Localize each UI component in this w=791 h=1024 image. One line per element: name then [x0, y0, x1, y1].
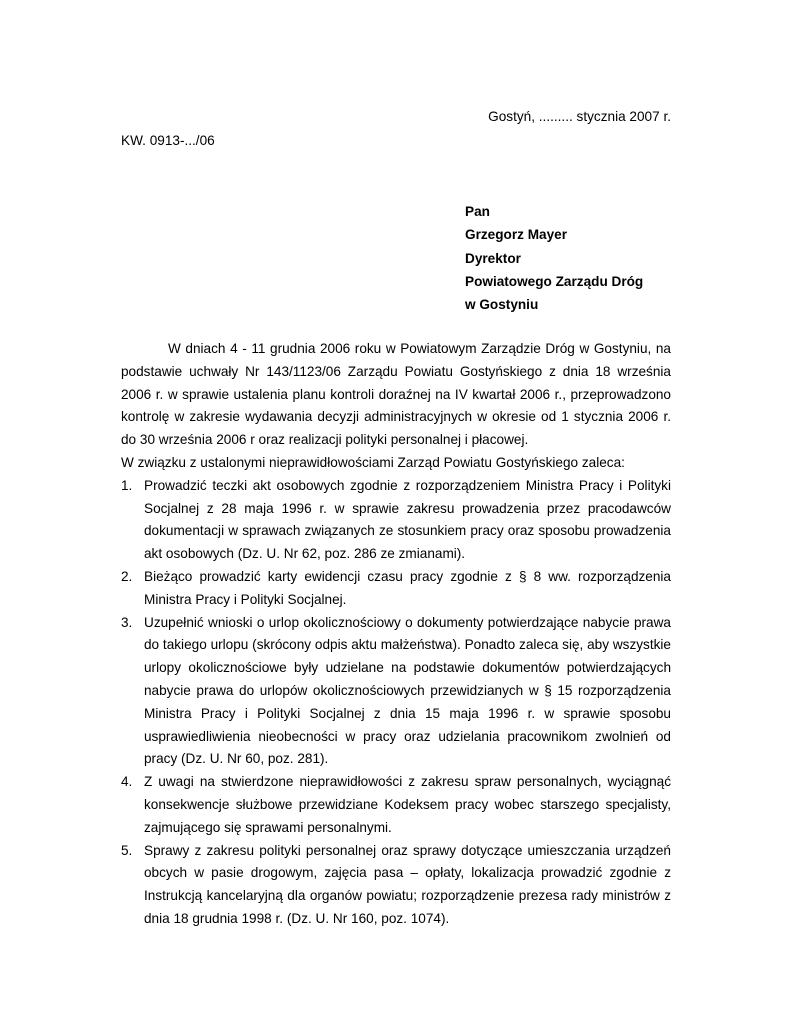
list-item-text: Z uwagi na stwierdzone nieprawidłowości z zakresu spraw personalnych, wyciągnąć konsekwencje służbowe przewidziane Kodeksem pracy wobec starszego specjalisty, zajmującego się sprawami personalnymi.	[144, 774, 671, 835]
date-line: Gostyń, ......... stycznia 2007 r.	[488, 109, 671, 124]
list-item	[121, 771, 671, 839]
list-item-text: Sprawy z zakresu polityki personalnej oraz sprawy dotyczące umieszczania urządzeń obcych w pasie drogowym, zajęcia pasa – opłaty, lokalizacja prowadzić zgodnie z Instrukcją kancelaryjną dla organów powiatu; rozporządzenie prezesa rady ministrów z dnia 18 grudnia 1998 r. (Dz. U. Nr 160, poz. 1074).	[144, 842, 671, 926]
list-item	[121, 840, 671, 931]
list-item	[121, 612, 671, 772]
addressee-name: Grzegorz Mayer	[465, 227, 567, 243]
list-item-text: Bieżąco prowadzić karty ewidencji czasu pracy zgodnie z § 8 ww. rozporządzenia Ministra Pracy i Polityki Socjalnej.	[144, 568, 671, 607]
list-item	[121, 475, 671, 566]
list-item-number: 2.	[121, 568, 133, 584]
addressee-position: Dyrektor	[465, 250, 521, 266]
intro-paragraph: W dniach 4 - 11 grudnia 2006 roku w Powiatowym Zarządzie Dróg w Gostyniu, na podstawie uchwały Nr 143/1123/06 Zarządu Powiatu Gostyńskiego z dnia 18 września 2006 r. w sprawie ustalenia planu kontroli doraźnej na IV kwartał 2006 r., przeprowadzono kontrolę w zakresie wydawania decyzji administracyjnych w okresie od 1 stycznia 2006 r. do 30 września 2006 r oraz realizacji polityki personalnej i płacowej.	[121, 341, 671, 448]
list-item-text: Prowadzić teczki akt osobowych zgodnie z rozporządzeniem Ministra Pracy i Polityki Socjalnej z 28 maja 1996 r. w sprawie zakresu prowadzenia przez pracodawców dokumentacji w sprawach związanych ze stosunkiem pracy oraz sposobu prowadzenia akt osobowych (Dz. U. Nr 62, poz. 286 ze zmianami).	[144, 477, 671, 562]
addressee-institution: Powiatowego Zarządu Dróg	[465, 273, 644, 289]
list-item-number: 4.	[121, 774, 133, 790]
list-item-number: 3.	[121, 614, 133, 630]
reference-number: KW. 0913-.../06	[121, 133, 215, 148]
addressee-salutation: Pan	[465, 204, 490, 219]
recommendations-list	[121, 475, 671, 931]
list-item-number: 5.	[121, 842, 133, 858]
list-item	[121, 566, 671, 612]
addressee-block	[465, 200, 643, 316]
list-item-text: Uzupełnić wnioski o urlop okolicznościowy o dokumenty potwierdzające nabycie prawa do takiego urlopu (skrócony odpis aktu małżeństwa). Ponadto zaleca się, aby wszystkie urlopy okolicznościowe były udzielane na podstawie dokumentów potwierdzających nabycie prawa do urlopów okolicznościowych przewidzianych w § 15 rozporządzenia Ministra Pracy i Polityki Socjalnej z dnia 15 maja 1996 r. w sprawie sposobu usprawiedliwienia nieobecności w pracy oraz udzielania pracownikom zwolnień od pracy (Dz. U. Nr 60, poz. 281).	[144, 614, 671, 767]
letter-body	[121, 338, 671, 931]
addressee-location: w Gostyniu	[465, 297, 539, 313]
list-item-number: 1.	[121, 477, 133, 493]
lead-paragraph: W związku z ustalonymi nieprawidłowościami Zarząd Powiatu Gostyńskiego zaleca:	[121, 454, 625, 470]
